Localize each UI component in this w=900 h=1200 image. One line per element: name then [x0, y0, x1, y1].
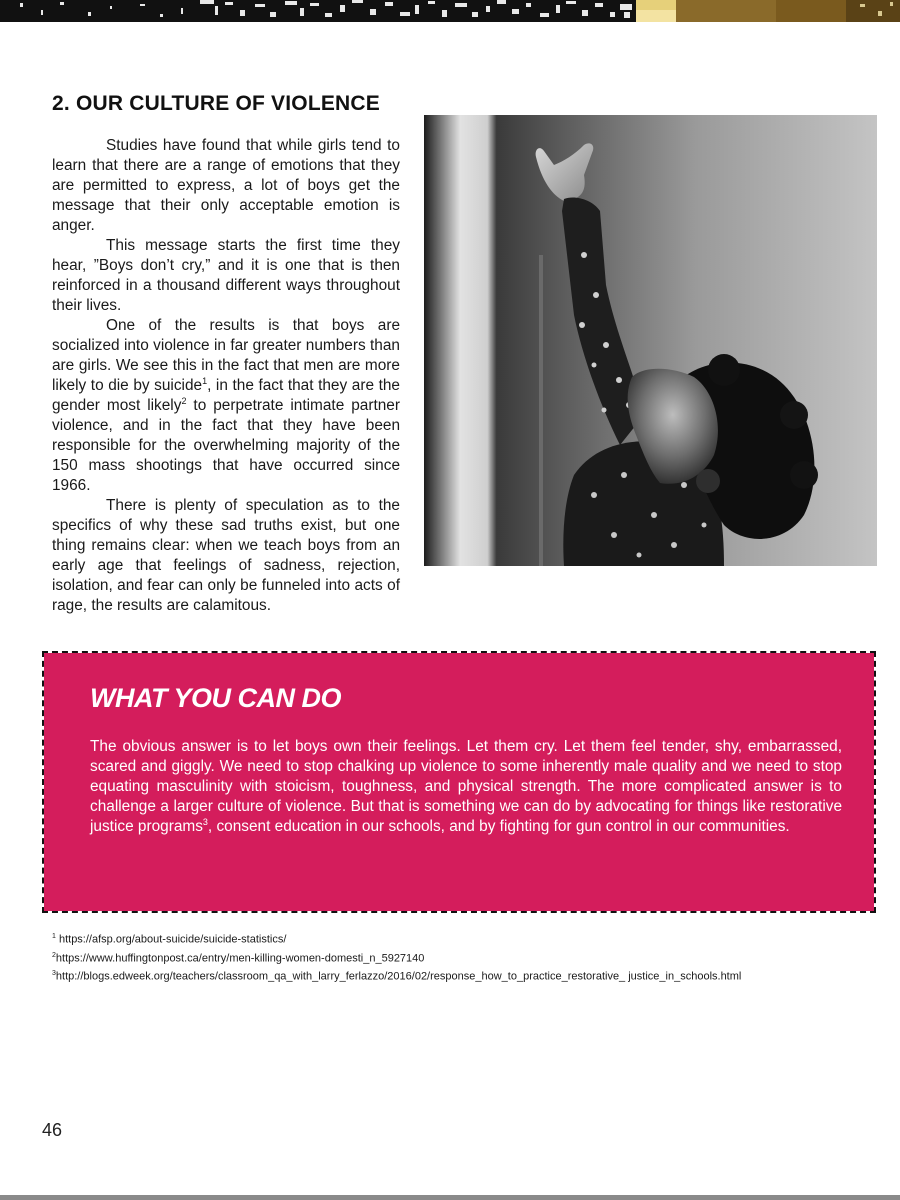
body-text-run: One of the results is that boys are socialized into violence in far greater numbers than are girls. We see this in the fact that men are more likely to die by suicide [52, 317, 400, 394]
callout-title: WHAT YOU CAN DO [90, 683, 341, 713]
banner-graphic [0, 0, 900, 22]
body-paragraph: This message starts the first time they hear, ”Boys don’t cry,” and it is one that is then reinforced in a thousand different ways throughout their lives. [52, 237, 400, 314]
footnote-1 [52, 929, 752, 948]
body-text [52, 136, 400, 616]
bottom-divider [0, 1195, 900, 1200]
decorative-top-banner [0, 0, 900, 22]
footnote-3 [52, 966, 752, 985]
footnote-ref: 2 [181, 395, 187, 406]
callout-text-run: , consent education in our schools, and by fighting for gun control in our communities. [207, 818, 790, 835]
page-number: 46 [42, 1120, 63, 1140]
child-reaching-photo [424, 115, 877, 566]
footnote-2 [52, 948, 752, 967]
body-text-run: to perpetrate intimate partner violence, and in the fact that they have been responsible for the overwhelming majority of the 150 mass shootings that have occurred since 1966. [52, 397, 400, 494]
footnote-link[interactable]: http://blogs.edweek.org/teachers/classroom_qa_with_larry_ferlazzo/2016/02/response_how_to_practice_restorative_ justice_in_schools.html [55, 970, 742, 983]
photo-illustration [424, 115, 877, 566]
body-text-run: , in the fact that they are the gender most likely [52, 377, 400, 414]
what-you-can-do-callout [44, 653, 874, 911]
footnote-ref: 3 [202, 816, 208, 827]
callout-text [90, 737, 842, 837]
footnotes [52, 929, 752, 985]
body-paragraph: There is plenty of speculation as to the specifics of why these sad truths exist, but one thing remains clear: when we teach boys from an early age that feelings of sadness, rejection, isolation, and fear can only be funneled into acts of rage, the results are calamitous. [52, 497, 400, 614]
body-paragraph: Studies have found that while girls tend to learn that there are a range of emotions that they are permitted to express, a lot of boys get the message that their only acceptable emotion is anger. [52, 137, 400, 234]
callout-text-run: The obvious answer is to let boys own their feelings. Let them cry. Let them feel tender, shy, embarrassed, scared and giggly. We need to stop chalking up violence to some inherently male quality and we need to stop equating masculinity with stoicism, toughness, and physical strength. The more complicated answer is to challenge a larger culture of violence. But that is something we can do by advocating for things like restorative justice programs [90, 738, 842, 835]
body-paragraph [52, 316, 400, 496]
footnote-number: 3 [52, 970, 56, 978]
section-title: 2. OUR CULTURE OF VIOLENCE [52, 92, 380, 115]
footnote-link[interactable]: https://afsp.org/about-suicide/suicide-statistics/ [55, 933, 287, 946]
footnote-ref: 1 [202, 375, 208, 386]
footnote-link[interactable]: https://www.huffingtonpost.ca/entry/men-killing-women-domesti_n_5927140 [55, 952, 425, 965]
footnote-number: 2 [52, 951, 56, 959]
footnote-number: 1 [52, 933, 56, 940]
